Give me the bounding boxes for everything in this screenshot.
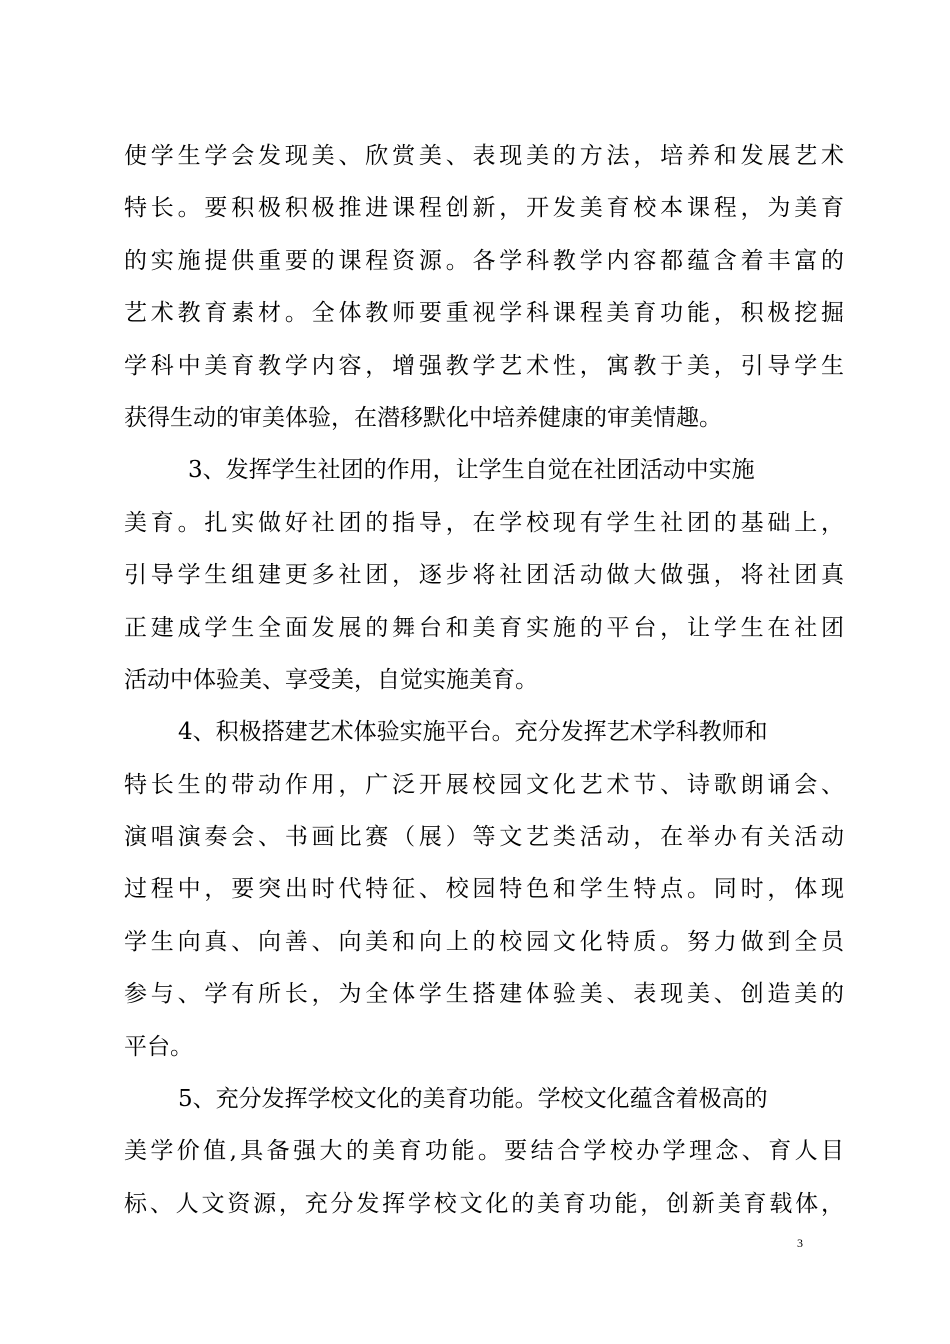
- text-line: 引导学生组建更多社团，逐步将社团活动做大做强，将社团真: [124, 562, 844, 589]
- text-line: 特长。要积极积极推进课程创新，开发美育校本课程，为美育: [124, 195, 844, 222]
- text-line: 过程中，要突出时代特征、校园特色和学生特点。同时，体现: [124, 876, 844, 903]
- paragraph-4-start: 4、积极搭建艺术体验实施平台。充分发挥艺术学科教师和: [178, 719, 768, 746]
- text-line: 美育。扎实做好社团的指导，在学校现有学生社团的基础上，: [124, 509, 844, 536]
- text-line: 艺术教育素材。全体教师要重视学科课程美育功能，积极挖掘: [124, 300, 844, 327]
- text-line: 获得生动的审美体验，在潜移默化中培养健康的审美情趣。: [124, 404, 722, 431]
- text-line: 使学生学会发现美、欣赏美、表现美的方法，培养和发展艺术: [124, 143, 844, 169]
- text-line: 学生向真、向善、向美和向上的校园文化特质。努力做到全员: [124, 928, 844, 955]
- text-line: 演唱演奏会、书画比赛（展）等文艺类活动，在举办有关活动: [124, 824, 844, 851]
- text-line: 平台。: [124, 1033, 193, 1060]
- text-line: 活动中体验美、享受美，自觉实施美育。: [124, 666, 538, 693]
- paragraph-3-start: 3、发挥学生社团的作用，让学生自觉在社团活动中实施: [188, 457, 755, 484]
- body-text: [124, 130, 844, 1230]
- page-number: 3: [797, 1236, 803, 1250]
- text-line: 正建成学生全面发展的舞台和美育实施的平台，让学生在社团: [124, 614, 844, 641]
- text-line: 特长生的带动作用，广泛开展校园文化艺术节、诗歌朗诵会、: [124, 771, 844, 798]
- text-line: 标、人文资源，充分发挥学校文化的美育功能，创新美育载体，: [124, 1190, 844, 1217]
- text-line: 学科中美育教学内容，增强教学艺术性，寓教于美，引导学生: [124, 352, 844, 379]
- text-line: 参与、学有所长，为全体学生搭建体验美、表现美、创造美的: [124, 981, 844, 1008]
- text-line: 的实施提供重要的课程资源。各学科教学内容都蕴含着丰富的: [124, 247, 844, 274]
- text-line: 美学价值,具备强大的美育功能。要结合学校办学理念、育人目: [124, 1138, 844, 1165]
- paragraph-5-start: 5、充分发挥学校文化的美育功能。学校文化蕴含着极高的: [178, 1086, 768, 1113]
